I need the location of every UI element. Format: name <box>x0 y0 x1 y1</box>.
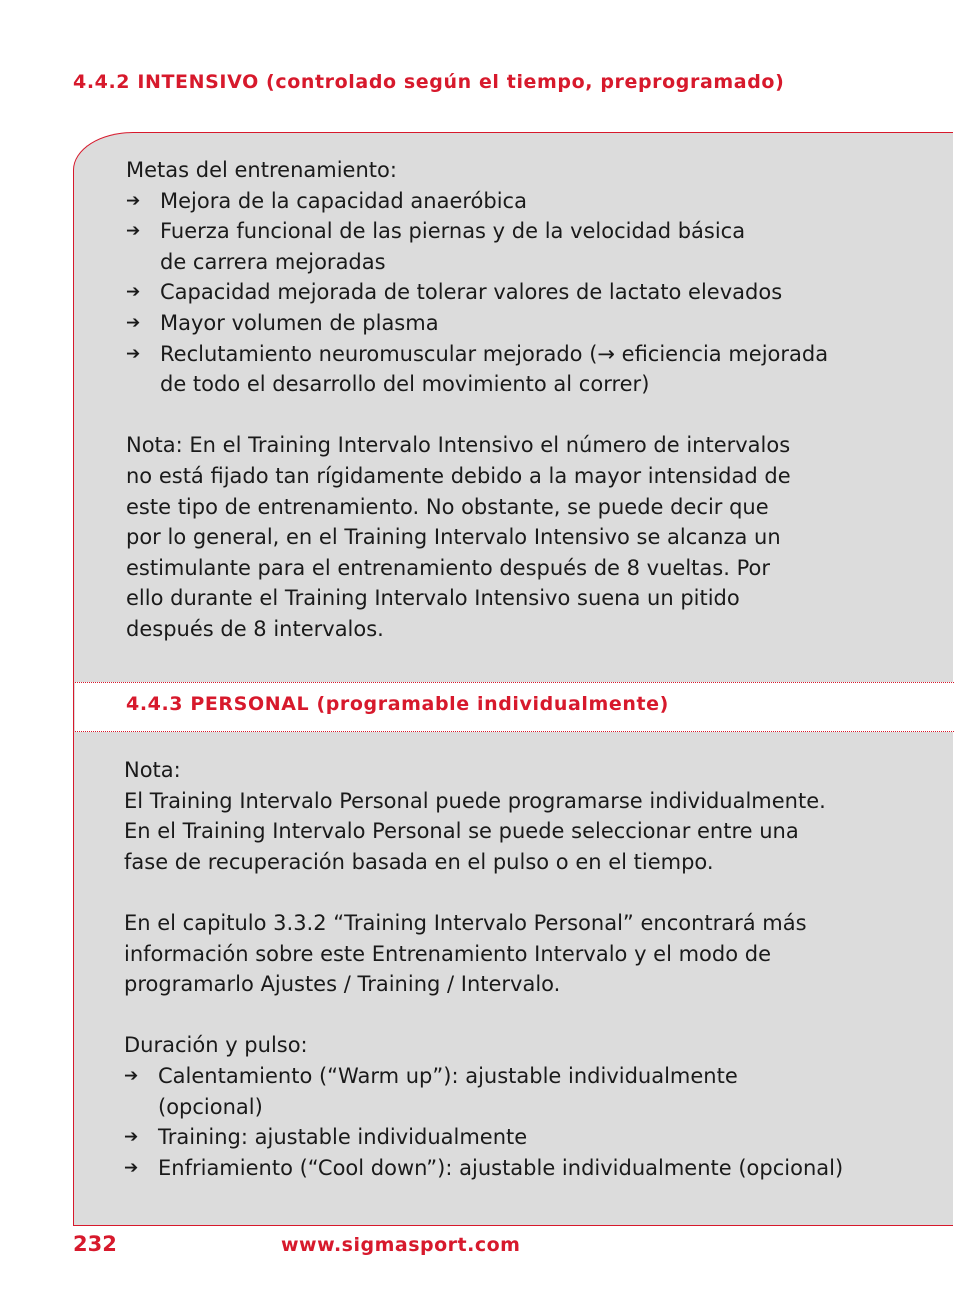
text-line: En el capitulo 3.3.2 “Training Intervalo Personal” encontrará más <box>124 910 807 935</box>
section-number: 4.4.2 <box>73 71 131 93</box>
intensivo-note <box>126 430 828 644</box>
duration-item-line: Enfriamiento (“Cool down”): ajustable individualmente (opcional) <box>158 1155 844 1180</box>
duration-list <box>124 1061 843 1183</box>
goal-item <box>126 339 828 400</box>
text-line: después de 8 intervalos. <box>126 616 384 641</box>
arrow-bullet-icon: ➔ <box>126 312 141 333</box>
page-number: 232 <box>73 1232 117 1256</box>
arrow-bullet-icon: ➔ <box>126 343 141 364</box>
duration-item-line: Calentamiento (“Warm up”): ajustable individualmente <box>158 1063 738 1088</box>
intensivo-block <box>126 155 828 645</box>
duration-item <box>124 1153 843 1184</box>
arrow-bullet-icon: ➔ <box>124 1065 139 1086</box>
text-line: El Training Intervalo Personal puede programarse individualmente. <box>124 788 826 813</box>
goal-item <box>126 277 828 308</box>
section-subtitle: (controlado según el tiempo, preprogramado) <box>266 71 785 93</box>
goals-list <box>126 186 828 400</box>
text-line: no está fijado tan rígidamente debido a la mayor intensidad de <box>126 463 791 488</box>
goals-heading: Metas del entrenamiento: <box>126 158 397 182</box>
goal-item-line: Capacidad mejorada de tolerar valores de lactato elevados <box>160 280 783 305</box>
arrow-bullet-icon: ➔ <box>126 221 141 242</box>
goal-item-line: Mayor volumen de plasma <box>160 310 439 335</box>
duration-item <box>124 1122 843 1153</box>
goal-item <box>126 186 828 217</box>
section-name: INTENSIVO <box>137 71 259 93</box>
goal-item-line: Mejora de la capacidad anaeróbica <box>160 188 527 213</box>
text-line: por lo general, en el Training Intervalo Intensivo se alcanza un <box>126 525 781 550</box>
arrow-bullet-icon: ➔ <box>126 190 141 211</box>
text-line: estimulante para el entrenamiento después de 8 vueltas. Por <box>126 555 770 580</box>
arrow-bullet-icon: ➔ <box>124 1127 139 1148</box>
section-title-intensivo <box>73 71 784 93</box>
goal-item <box>126 308 828 339</box>
personal-name: PERSONAL <box>190 693 310 715</box>
duration-item-line: (opcional) <box>158 1094 263 1119</box>
text-line: En el Training Intervalo Personal se puede seleccionar entre una <box>124 819 799 844</box>
goal-item-line: de todo el desarrollo del movimiento al correr) <box>160 372 650 397</box>
personal-chapter-reference <box>124 908 843 1000</box>
personal-subtitle: (programable individualmente) <box>316 693 669 715</box>
text-line: Nota: En el Training Intervalo Intensivo el número de intervalos <box>126 433 791 458</box>
arrow-bullet-icon: ➔ <box>124 1157 139 1178</box>
duration-item-line: Training: ajustable individualmente <box>158 1125 528 1150</box>
personal-number: 4.4.3 <box>126 693 184 715</box>
text-line: Nota: <box>124 758 181 782</box>
text-line: ello durante el Training Intervalo Intensivo suena un pitido <box>126 586 740 611</box>
personal-block <box>124 755 843 1183</box>
footer-url-link[interactable]: www.sigmasport.com <box>281 1234 521 1256</box>
text-line: información sobre este Entrenamiento Intervalo y el modo de <box>124 941 772 966</box>
goal-item-line: de carrera mejoradas <box>160 249 386 274</box>
text-line: programarlo Ajustes / Training / Intervalo. <box>124 972 561 997</box>
duration-heading: Duración y pulso: <box>124 1033 308 1058</box>
arrow-bullet-icon: ➔ <box>126 282 141 303</box>
duration-item <box>124 1061 843 1122</box>
goal-item-line: Reclutamiento neuromuscular mejorado (→ eficiencia mejorada <box>160 341 829 366</box>
text-line: este tipo de entrenamiento. No obstante, se puede decir que <box>126 494 769 519</box>
goal-item <box>126 216 828 277</box>
section-title-personal <box>126 693 669 715</box>
text-line: fase de recuperación basada en el pulso o en el tiempo. <box>124 849 714 874</box>
goal-item-line: Fuerza funcional de las piernas y de la velocidad básica <box>160 219 746 244</box>
personal-note <box>124 755 843 877</box>
